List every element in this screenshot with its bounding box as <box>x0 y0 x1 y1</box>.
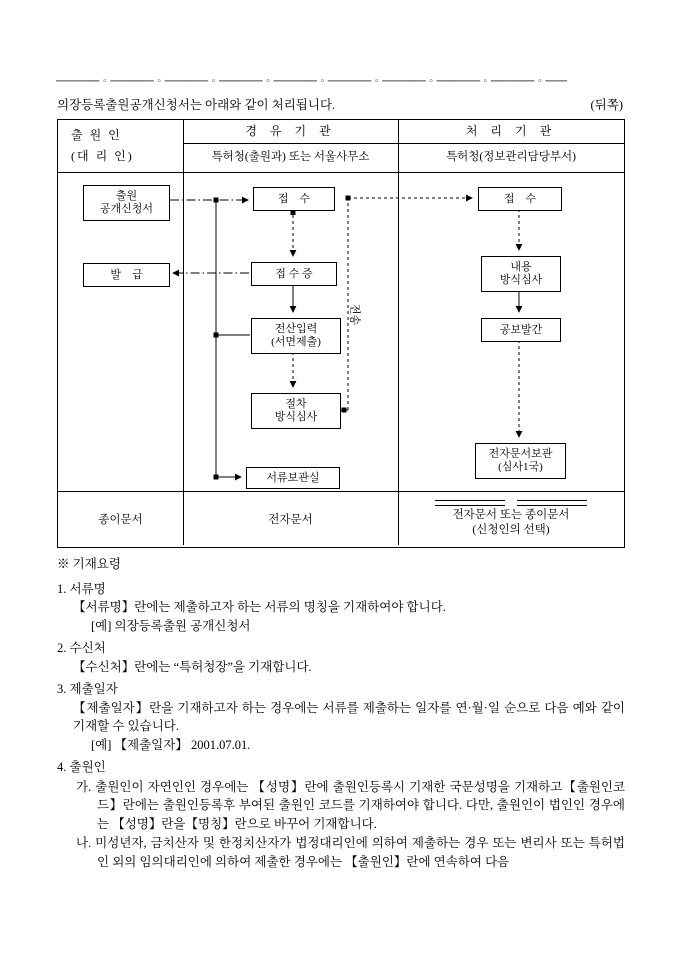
box-edoc-storage <box>475 443 566 479</box>
double-line-marks <box>435 500 587 506</box>
box-issuance-label: 발 급 <box>110 268 143 281</box>
box-application-request <box>83 185 170 221</box>
box-receipt-via-label: 접 수 <box>277 192 311 205</box>
box-application-request-line1: 출원 <box>115 190 138 202</box>
transmission-label: 전송 <box>348 303 361 326</box>
box-edoc-storage-line1: 전자문서보관 <box>488 448 553 460</box>
legend-choice-line2: (신청인의 선택) <box>472 524 550 536</box>
box-computer-input-line2: (서면제출) <box>271 336 321 348</box>
node-square <box>214 475 219 480</box>
instruction-item-3 <box>57 680 625 754</box>
legend-paper-document: 종이문서 <box>98 514 143 526</box>
box-computer-input-line1: 전산입력 <box>274 323 318 335</box>
header-via-office-subtitle: 특허청(출원과) 또는 서울사무소 <box>211 151 370 163</box>
node-square <box>214 333 219 338</box>
item-4-sub-ga: 가. 출원인이 자연인인 경우에는 【성명】란에 출원인등록시 기재한 국문성명을 기재하고【출원인코드】란에는 출원인등록후 부여된 출원인 코드를 기재하여야 합니다. 다만, 출원인이 법인인 경우에는 【성명】란을【명칭】란으로 바꾸어 기재합니다. <box>76 779 625 831</box>
box-content-formality-exam <box>481 256 561 292</box>
instruction-item-1 <box>57 580 625 636</box>
item-1-example: [예] 의장등록출원 공개신청서 <box>91 618 251 633</box>
box-receipt-slip <box>251 262 337 286</box>
back-side-note: (뒤쪽) <box>590 98 623 112</box>
item-4-label: 4. 출원인 <box>57 760 106 774</box>
instruction-item-4 <box>57 758 625 871</box>
item-2-label: 2. 수신처 <box>57 641 106 655</box>
box-document-storage-label: 서류보관실 <box>266 471 320 484</box>
box-receipt-processing-label: 접 수 <box>503 192 537 205</box>
header-processing-office-title: 처 리 기 관 <box>465 124 557 138</box>
item-1-body: 【서류명】란에는 제출하고자 하는 서류의 명칭을 기재하여야 합니다. <box>73 600 446 614</box>
instructions-section <box>57 555 625 871</box>
item-4-sub-na: 나. 미성년자, 금치산자 및 한정치산자가 법정대리인에 의하여 제출하는 경우 또는 변리사 또는 특허법인 외의 임의대리인에 의하여 제출한 경우에는 【출원인】란에 연속하여 다음 <box>76 836 625 869</box>
item-3-body: 【제출일자】란을 기재하고자 하는 경우에는 서류를 제출하는 일자를 연·월·일 순으로 다음 예와 같이 기재할 수 있습니다. <box>73 700 625 733</box>
box-procedure-formality-exam-line1: 절차 <box>285 398 307 410</box>
box-document-storage <box>246 467 340 489</box>
box-application-request-line2: 공개신청서 <box>99 203 154 215</box>
double-line-mark <box>517 500 587 506</box>
box-receipt-via <box>253 187 335 211</box>
intro-text: 의장등록출원공개신청서는 아래와 같이 처리됩니다. <box>57 98 336 112</box>
legend-choice <box>398 492 624 546</box>
node-square <box>342 408 347 413</box>
via-office-connectors <box>291 210 296 387</box>
box-gazette-publication-label: 공보발간 <box>499 323 543 336</box>
node-square <box>214 198 219 203</box>
legend-electronic-document: 전자문서 <box>268 514 313 526</box>
box-edoc-storage-line2: (심사1국) <box>498 461 543 473</box>
dashed-separator: ──────── ◦ ──────── ◦ ──────── ◦ ──────── ◦ ──────── ◦ ──────── ◦ ──────── ◦ ──────── ◦ ──────── ◦ ──── <box>56 77 568 87</box>
node-square <box>346 196 351 201</box>
item-3-example: [예] 【제출일자】 2001.07.01. <box>91 737 251 752</box>
box-gazette-publication <box>481 318 561 342</box>
box-content-formality-exam-line1: 내용 <box>510 261 532 273</box>
instructions-heading: ※ 기재요령 <box>57 557 121 571</box>
header-applicant-line1: 출 원 인 <box>71 128 122 142</box>
item-3-label: 3. 제출일자 <box>57 682 118 696</box>
box-content-formality-exam-line2: 방식심사 <box>499 274 543 286</box>
box-procedure-formality-exam <box>251 393 341 429</box>
instruction-item-2 <box>57 639 625 676</box>
box-procedure-formality-exam-line2: 방식심사 <box>274 411 318 423</box>
box-issuance <box>83 263 170 287</box>
paper-flow-connectors <box>170 198 250 480</box>
header-via-office-title: 경 유 기 관 <box>245 124 336 138</box>
box-receipt-processing <box>478 187 562 211</box>
double-line-mark <box>435 500 505 506</box>
header-applicant-line2: (대 리 인) <box>71 149 134 163</box>
box-receipt-slip-label: 접 수 증 <box>275 267 313 280</box>
legend-choice-line1: 전자문서 또는 종이문서 <box>452 509 570 521</box>
process-flow-table <box>57 119 625 548</box>
item-1-label: 1. 서류명 <box>57 581 106 596</box>
intro-row <box>57 95 623 113</box>
item-2-body: 【수신처】란에는 “특허청장”을 기재합니다. <box>73 659 312 674</box>
header-processing-office-subtitle: 특허청(정보관리담당부서) <box>446 151 576 163</box>
box-computer-input <box>251 318 341 354</box>
